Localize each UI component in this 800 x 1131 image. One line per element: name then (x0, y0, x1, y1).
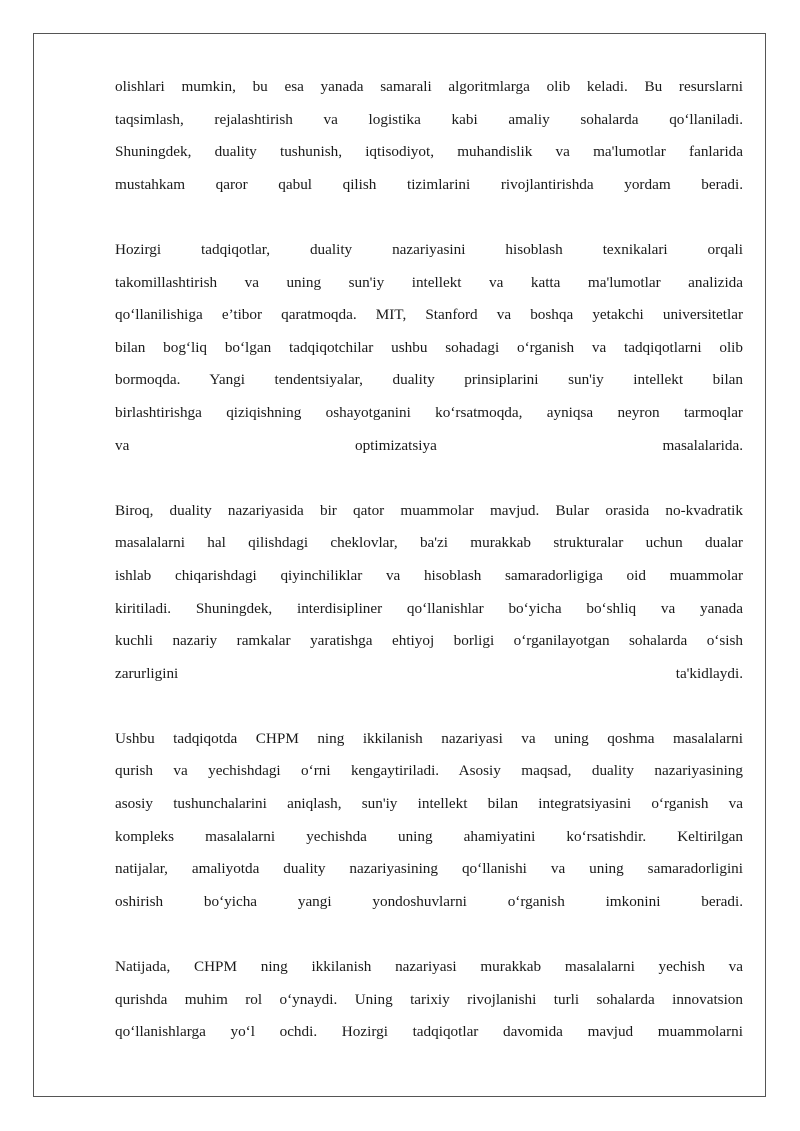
text-line: va optimizatsiya masalalarida. (115, 436, 743, 454)
text-line: Natijada, CHPM ning ikkilanish nazariyasi murakkab masalalarni yechish va (115, 958, 743, 976)
text-line: asosiy tushunchalarini aniqlash, sun'iy intellekt bilan integratsiyasini o‘rganish va (115, 795, 743, 813)
text-line: Hozirgi tadqiqotlar, duality nazariyasini hisoblash texnikalari orqali (115, 240, 743, 258)
paragraph-5 (115, 951, 743, 1049)
text-line: ishlab chiqarishdagi qiyinchiliklar va hisoblash samaradorligiga oid muammolar (115, 566, 743, 584)
text-line: natijalar, amaliyotda duality nazariyasining qo‘llanishi va uning samaradorligini (115, 860, 743, 878)
text-line: olishlari mumkin, bu esa yanada samarali algoritmlarga olib keladi. Bu resurslarni (115, 78, 743, 95)
paragraph-1 (115, 71, 743, 201)
text-line: zarurligini ta'kidlaydi. (115, 664, 743, 682)
text-line: qo‘llanishlarga yo‘l ochdi. Hozirgi tadqiqotlar davomida mavjud muammolarni (115, 1023, 743, 1041)
text-line: takomillashtirish va uning sun'iy intellekt va katta ma'lumotlar analizida (115, 273, 743, 291)
text-line: oshirish bo‘yicha yangi yondoshuvlarni o‘rganish imkonini beradi. (115, 892, 743, 910)
text-line: Shuningdek, duality tushunish, iqtisodiyot, muhandislik va ma'lumotlar fanlarida (115, 143, 743, 161)
document-body (115, 71, 743, 1081)
paragraph-3 (115, 495, 743, 691)
text-line: qurishda muhim rol o‘ynaydi. Uning tarixiy rivojlanishi turli sohalarda innovatsion (115, 990, 743, 1008)
text-line: qo‘llanilishiga e’tibor qaratmoqda. MIT, Stanford va boshqa yetakchi universitetlar (115, 306, 743, 324)
text-line: masalalarni hal qilishdagi cheklovlar, ba'zi murakkab strukturalar uchun dualar (115, 534, 743, 552)
text-line: kompleks masalalarni yechishda uning ahamiyatini ko‘rsatishdir. Keltirilgan (115, 827, 743, 845)
text-line: kiritiladi. Shuningdek, interdisipliner qo‘llanishlar bo‘yicha bo‘shliq va yanada (115, 599, 743, 617)
paragraph-4 (115, 723, 743, 919)
text-line: bilan bog‘liq bo‘lgan tadqiqotchilar ushbu sohadagi o‘rganish va tadqiqotlarni olib (115, 338, 743, 356)
text-line: Ushbu tadqiqotda CHPM ning ikkilanish nazariyasi va uning qoshma masalalarni (115, 729, 743, 747)
text-line: mustahkam qaror qabul qilish tizimlarini rivojlantirishda yordam beradi. (115, 175, 743, 193)
text-line: taqsimlash, rejalashtirish va logistika kabi amaliy sohalarda qo‘llaniladi. (115, 110, 743, 128)
paragraph-2 (115, 234, 743, 462)
text-line: qurish va yechishdagi o‘rni kengaytiriladi. Asosiy maqsad, duality nazariyasining (115, 762, 743, 780)
text-line: bormoqda. Yangi tendentsiyalar, duality prinsiplarini sun'iy intellekt bilan (115, 371, 743, 389)
text-line: kuchli nazariy ramkalar yaratishga ehtiyoj borligi o‘rganilayotgan sohalarda o‘sish (115, 632, 743, 650)
text-line: birlashtirishga qiziqishning oshayotganini ko‘rsatmoqda, ayniqsa neyron tarmoqlar (115, 403, 743, 421)
text-line: Biroq, duality nazariyasida bir qator muammolar mavjud. Bular orasida no-kvadratik (115, 501, 743, 519)
